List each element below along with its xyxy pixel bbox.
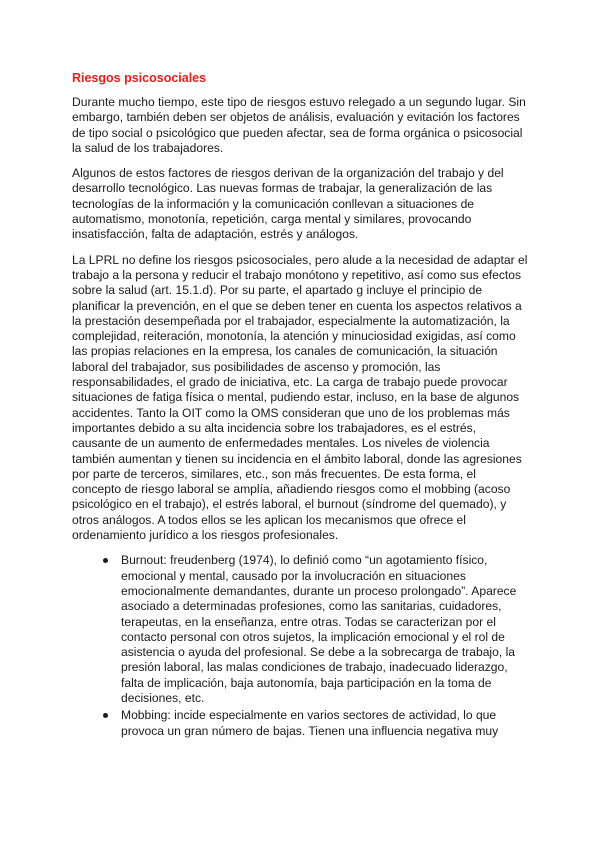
document-page (72, 70, 528, 741)
list-item-text: Burnout: freudenberg (1974), lo definió como “un agotamiento físico, emocional y mental, causado por la involucración en situaciones emocionalmente demandantes, durante un proceso prolongado”. Aparece asociado a determinadas profesiones, como las sanitarias, cuidadores, terapeutas, en la enseñanza, entre otras. Todas se caracterizan por el contacto personal con otros sujetos, la implicación emocional y el rol de asistencia o ayuda del profesional. Se debe a la sobrecarga de trabajo, la presión laboral, las malas condiciones de trabajo, inadecuado liderazgo, falta de implicación, baja autonomía, baja participación en la toma de decisiones, etc. (121, 553, 517, 705)
section-title: Riesgos psicosociales (72, 71, 207, 85)
bullet-icon (103, 713, 108, 718)
bullet-icon (103, 558, 108, 563)
paragraph-factors: Algunos de estos factores de riesgos derivan de la organización del trabajo y del desarrollo tecnológico. Las nuevas formas de trabajar, la generalización de las tecnologías de la información y la comunicación conllevan a situaciones de automatismo, monotonía, repetición, carga mental y similares, provocando insatisfacción, falta de adaptación, estrés y análogos. (72, 166, 504, 242)
list-item-text: Mobbing: incide especialmente en varios sectores de actividad, lo que provoca un gran número de bajas. Tienen una influencia negativa muy (121, 708, 499, 738)
risk-list (72, 553, 528, 739)
paragraph-lprl: La LPRL no define los riesgos psicosociales, pero alude a la necesidad de adaptar el trabajo a la persona y reducir el trabajo monótono y repetitivo, así como sus efectos sobre la salud (art. 15.1.d). Por su parte, el apartado g incluye el principio de planificar la prevención, en el que se deben tener en cuenta los aspectos relativos a la prestación desempeñada por el trabajador, especialmente la automatización, la complejidad, reiteración, monotonía, la atención y minuciosidad exigidas, así como las propias relaciones en la empresa, los canales de comunicación, la situación laboral del trabajador, sus posibilidades de ascenso y promoción, las responsabilidades, el grado de iniciativa, etc. La carga de trabajo puede provocar situaciones de fatiga física o mental, pudiendo estar, incluso, en la base de algunos accidentes. Tanto la OIT como la OMS consideran que uno de los problemas más importantes debido a su alta incidencia sobre los trabajadores, es el estrés, causante de un aumento de enfermedades mentales. Los niveles de violencia también aumentan y tienen su incidencia en el ámbito laboral, donde las agresiones por parte de terceros, similares, etc., son más frecuentes. De esta forma, el concepto de riesgo laboral se amplía, añadiendo riesgos como el mobbing (acoso psicológico en el trabajo), el estrés laboral, el burnout (síndrome del quemado), y otros análogos. A todos ellos se les aplican los mecanismos que ofrece el ordenamiento jurídico a los riesgos profesionales. (72, 252, 528, 543)
paragraph-intro: Durante mucho tiempo, este tipo de riesgos estuvo relegado a un segundo lugar. Sin embargo, también deben ser objetos de análisis, evaluación y evitación los factores de tipo social o psicológico que pueden afectar, sea de forma orgánica o psicosocial la salud de los trabajadores. (72, 95, 526, 155)
list-item-burnout (72, 553, 528, 706)
list-item-mobbing (72, 708, 528, 739)
